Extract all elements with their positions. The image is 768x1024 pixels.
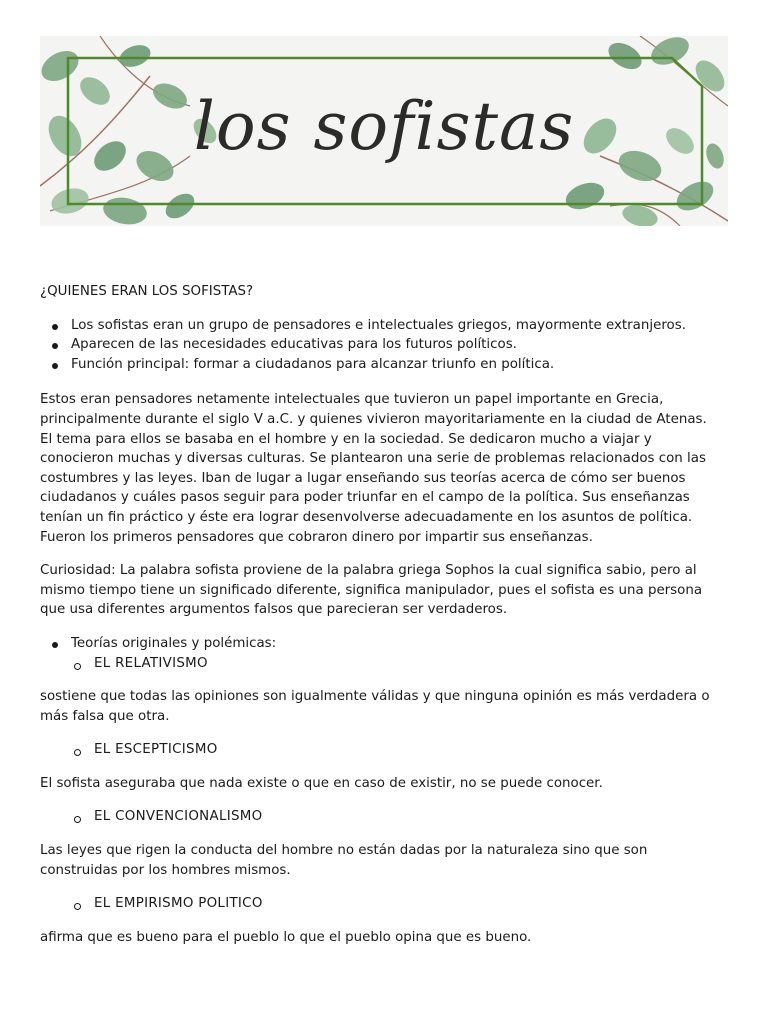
theory-heading-empirismo: EL EMPIRISMO POLITICO xyxy=(40,894,730,914)
list-item: Los sofistas eran un grupo de pensadores e intelectuales griegos, mayormente extranjeros. xyxy=(40,316,730,336)
text-line: Estos eran pensadores netamente intelectuales que tuvieron un papel importante en Grecia, xyxy=(40,392,664,408)
paragraph-curiosity xyxy=(40,561,730,620)
title-banner xyxy=(40,36,728,226)
text-line: tenían un fin práctico y éste era lograr desenvolverse adecuadamente en los asuntos de política. xyxy=(40,509,693,525)
theories-bullet-list xyxy=(40,634,730,654)
theory-heading-relativismo: EL RELATIVISMO xyxy=(40,654,730,674)
circle-bullet-icon xyxy=(74,816,81,823)
text-line: conocieron muchas y diversas culturas. Se plantearon una serie de problemas relacionados con las xyxy=(40,451,706,467)
text-line: construidas por los hombres mismos. xyxy=(40,862,291,878)
list-item: Función principal: formar a ciudadanos para alcanzar triunfo en política. xyxy=(40,355,730,375)
paragraph-intro xyxy=(40,390,730,547)
list-item: Teorías originales y polémicas: xyxy=(40,634,730,654)
text-line: ciudadanos y cuáles pasos seguir para poder triunfar en el campo de la política. Sus enseñanzas xyxy=(40,490,690,506)
text-line: que usa diferentes argumentos falsos que parecieran ser verdaderos. xyxy=(40,602,508,618)
text-line: Curiosidad: La palabra sofista proviene de la palabra griega Sophos la cual significa sabio, pero al xyxy=(40,563,697,579)
circle-bullet-icon xyxy=(74,663,81,670)
section-heading: ¿QUIENES ERAN LOS SOFISTAS? xyxy=(40,284,254,299)
theory-description xyxy=(40,687,730,726)
text-line: más falsa que otra. xyxy=(40,708,170,724)
bullet-icon xyxy=(52,343,58,349)
theory-heading-convencionalismo: EL CONVENCIONALISMO xyxy=(40,807,730,827)
text-line: sostiene que todas las opiniones son igualmente válidas y que ninguna opinión es más verdadera o xyxy=(40,689,710,705)
intro-bullet-list xyxy=(40,316,730,375)
theory-heading-escepticismo: EL ESCEPTICISMO xyxy=(40,740,730,760)
page-title: los sofistas xyxy=(193,88,575,165)
bullet-icon xyxy=(52,363,58,369)
theory-description xyxy=(40,928,730,948)
text-line: principalmente durante el siglo V a.C. y quienes vivieron mayoritariamente en la ciudad de Atenas. xyxy=(40,411,707,427)
theory-description xyxy=(40,841,730,880)
text-line: El tema para ellos se basaba en el hombre y en la sociedad. Se dedicaron mucho a viajar y xyxy=(40,431,652,447)
text-line: costumbres y las leyes. Iban de lugar a lugar enseñando sus teorías acerca de cómo ser buenos xyxy=(40,470,686,486)
circle-bullet-icon xyxy=(74,749,81,756)
list-item: Aparecen de las necesidades educativas para los futuros políticos. xyxy=(40,335,730,355)
bullet-icon xyxy=(52,324,58,330)
text-line: El sofista aseguraba que nada existe o que en caso de existir, no se puede conocer. xyxy=(40,775,603,791)
text-line: mismo tiempo tiene un significado diferente, significa manipulador, pues el sofista es una persona xyxy=(40,582,703,598)
text-line: Fueron los primeros pensadores que cobraron dinero por impartir sus enseñanzas. xyxy=(40,529,593,545)
text-line: Las leyes que rigen la conducta del hombre no están dadas por la naturaleza sino que son xyxy=(40,843,648,859)
document-body xyxy=(40,280,730,947)
circle-bullet-icon xyxy=(74,903,81,910)
theory-description xyxy=(40,774,730,794)
text-line: afirma que es bueno para el pueblo lo que el pueblo opina que es bueno. xyxy=(40,929,532,945)
bullet-icon xyxy=(52,642,58,648)
